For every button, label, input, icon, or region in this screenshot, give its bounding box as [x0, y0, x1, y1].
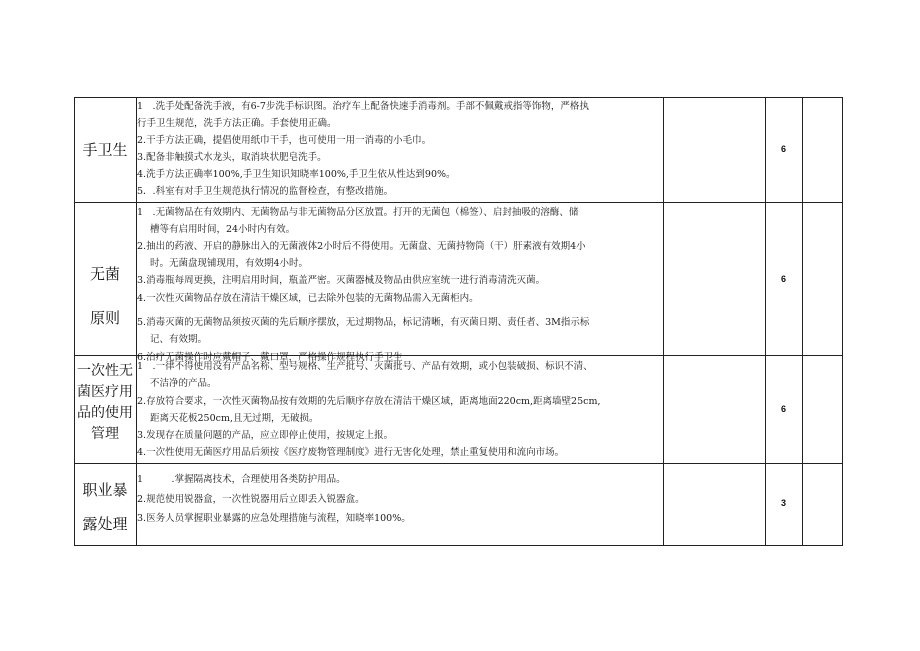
row-category-hand-hygiene	[75, 139, 135, 160]
list-item: 距离天花板250cm,且无过期，无破损。	[150, 413, 319, 424]
row-score: 6	[780, 404, 786, 414]
row-items-disposable-supplies	[137, 356, 662, 463]
standards-table	[74, 97, 843, 546]
list-item: 6.治疗无菌操作时应戴帽子、戴口罩，严格操作规程执行手卫生	[137, 352, 403, 363]
category-label: 无菌	[89, 265, 120, 283]
list-item: 5.消毒灭菌的无菌物品须按灭菌的先后顺序摆放，无过期物品，标记清晰，有灭菌日期、责任者、3M指示标	[137, 317, 590, 328]
list-item: 3.消毒瓶每周更换，注明启用时间，瓶盖严密。灭菌器械及物品由供应室统一进行消毒清洗灭菌。	[137, 275, 546, 286]
column-divider	[802, 97, 803, 546]
table-border-bottom	[74, 545, 843, 546]
list-item: 4.一次性灭菌物品存放在清洁干燥区域，已去除外包装的无菌物品需入无菌柜内。	[137, 293, 479, 304]
list-item: 2.干手方法正确，提倡使用纸巾干手，也可使用一用一消毒的小毛巾。	[137, 135, 432, 146]
category-label: 露处理	[82, 515, 128, 533]
category-label: 一次性无	[77, 363, 133, 379]
list-item: 1 .洗手处配备洗手液，有6-7步洗手标识图。治疗车上配备快速手消毒剂。手部不佩戴戒指等饰物，严格执	[137, 101, 589, 112]
list-item: 不洁净的产品。	[150, 378, 217, 389]
category-label: 职业暴	[82, 481, 128, 499]
row-score: 6	[780, 274, 786, 284]
list-item: 记、有效期。	[150, 334, 208, 345]
category-label: 原则	[89, 309, 120, 327]
list-item: 5．.科室有对手卫生规范执行情况的监督检查，有整改措施。	[137, 186, 394, 197]
list-item: 1 .一律不得使用没有产品名称、型号规格、生产批号、灭菌批号、产品有效期，或小包装破损、标识不清、	[137, 361, 593, 372]
list-item: 行手卫生规范，洗手方法正确。手套使用正确。	[137, 118, 337, 129]
category-label: 手卫生	[82, 141, 128, 159]
row-items-occupational-exposure	[137, 464, 662, 545]
row-items-aseptic-principle	[137, 203, 662, 363]
row-category-aseptic-principle	[75, 252, 135, 340]
row-category-occupational-exposure	[75, 473, 135, 541]
list-item: 1 .掌握隔离技术，合理使用各类防护用品。	[137, 474, 346, 485]
list-item: 4.一次性使用无菌医疗用品后须按《医疗废物管理制度》进行无害化处理，禁止重复使用和流向市场。	[137, 447, 565, 458]
category-label: 菌医疗用	[77, 384, 133, 400]
column-divider	[765, 97, 766, 546]
row-score: 3	[780, 498, 786, 508]
list-item: 3.医务人员掌握职业暴露的应急处理措施与流程，知晓率100%。	[137, 513, 411, 524]
row-category-disposable-supplies	[75, 361, 135, 445]
list-item: 1 .无菌物品在有效期内、无菌物品与非无菌物品分区放置。打开的无菌包（棉签）、启封抽吸的溶酶、储	[137, 207, 579, 218]
row-items-hand-hygiene	[137, 97, 662, 202]
category-label: 管理	[91, 426, 119, 442]
category-label: 品的使用	[77, 405, 133, 421]
row-score: 6	[780, 144, 786, 154]
list-item: 4.洗手方法正确率100%,手卫生知识知晓率100%,手卫生依从性达到90%。	[137, 169, 456, 180]
list-item: 2.存放符合要求，一次性灭菌物品按有效期的先后顺序存放在清洁干燥区域，距离地面220cm,距离墙壁25cm,	[137, 396, 601, 407]
table-border-right	[842, 97, 843, 546]
column-divider	[663, 97, 664, 546]
list-item: 3.发现存在质量问题的产品，应立即停止使用，按规定上报。	[137, 430, 394, 441]
list-item: 2.抽出的药液、开启的静脉出入的无菌液体2小时后不得使用。无菌盘、无菌持物筒（干）肝素液有效期4小	[137, 241, 586, 252]
list-item: 时。无菌盘现铺现用，有效期4小时。	[150, 258, 309, 269]
list-item: 3.配备非触摸式水龙头，取消块状肥皂洗手。	[137, 152, 327, 163]
list-item: 槽等有启用时间，24小时内有效。	[150, 224, 296, 235]
list-item: 2.规范使用锐器盒，一次性锐器用后立即丢入锐器盒。	[137, 494, 365, 505]
